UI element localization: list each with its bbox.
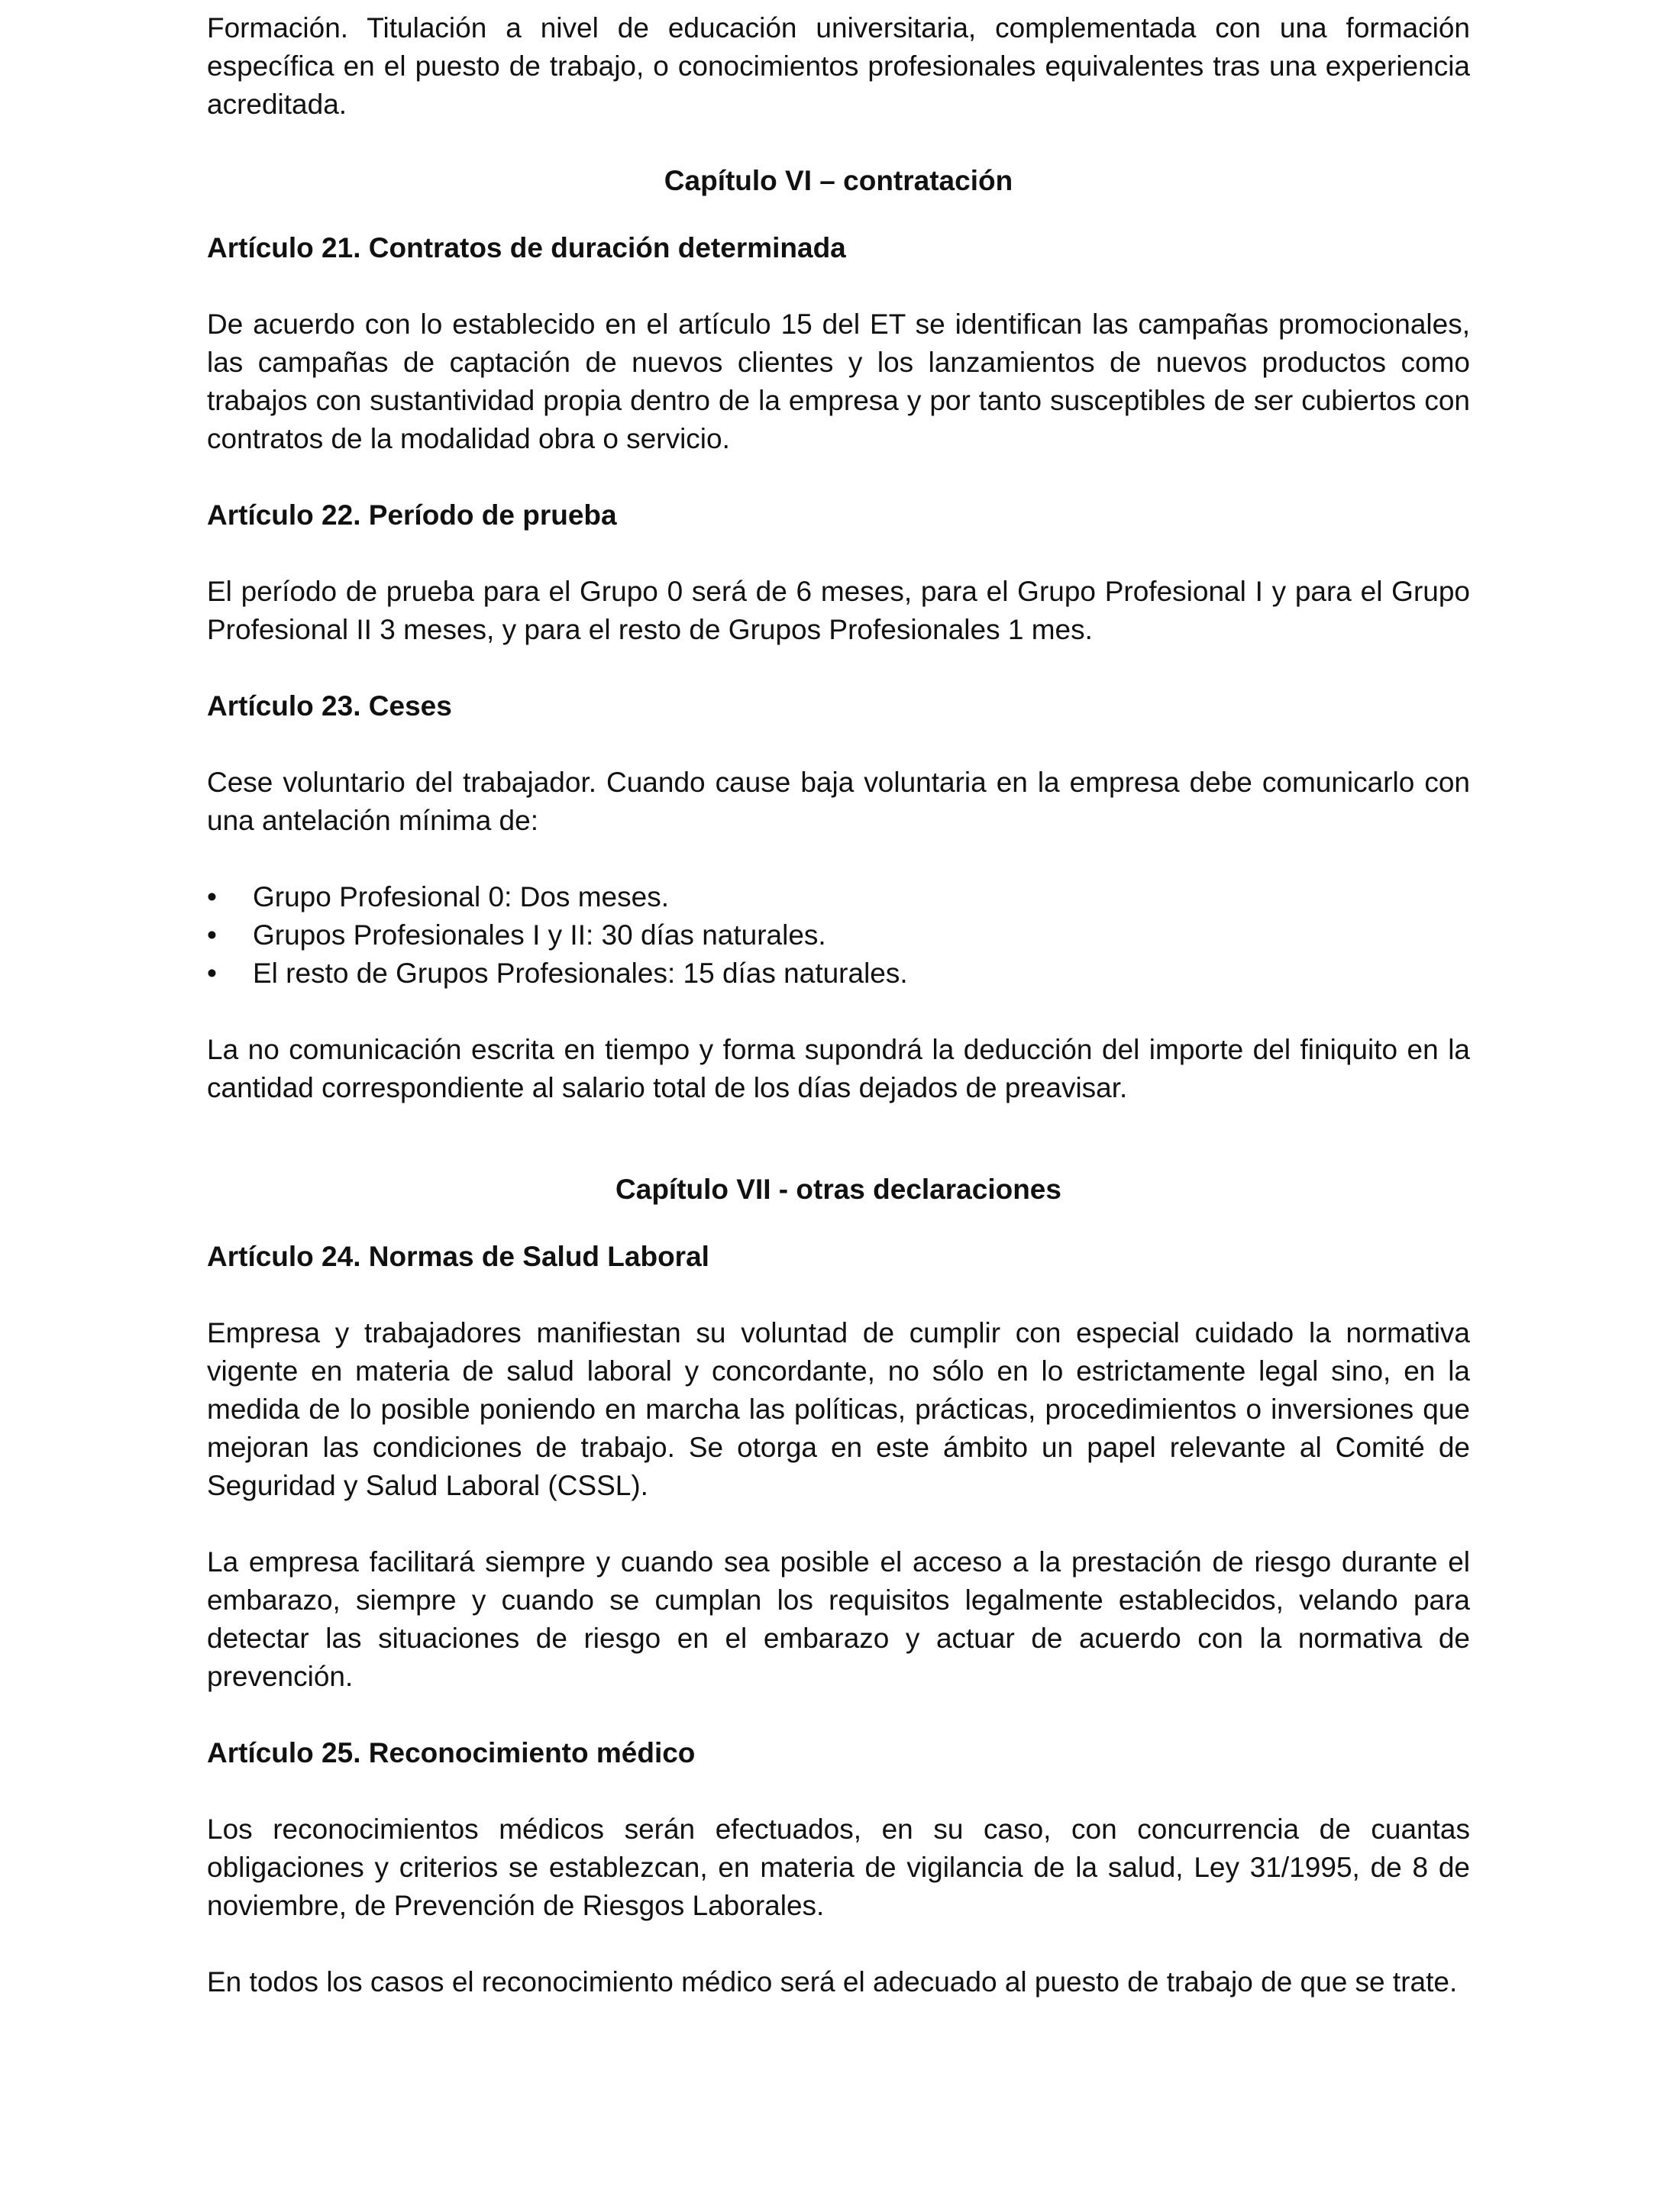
- list-item: • Grupos Profesionales I y II: 30 días naturales.: [207, 916, 1470, 954]
- article-24-paragraph-2: La empresa facilitará siempre y cuando sea posible el acceso a la prestación de riesgo durante el embarazo, siempre y cuando se cumplan los requisitos legalmente establecidos, velando para detectar las situaciones de riesgo en el embarazo y actuar de acuerdo con la normativa de prevención.: [207, 1546, 1470, 1692]
- article-24-paragraph: Empresa y trabajadores manifiestan su voluntad de cumplir con especial cuidado la normativa vigente en materia de salud laboral y concordante, no sólo en lo estrictamente legal sino, en la medida de lo posible poniendo en marcha las políticas, prácticas, procedimientos o inversiones que mejoran las condiciones de trabajo. Se otorga en este ámbito un papel relevante al Comité de Seguridad y Salud Laboral (CSSL).: [207, 1317, 1470, 1501]
- bullet-icon: •: [207, 958, 217, 989]
- chapter-vi-title: Capítulo VI – contratación: [664, 165, 1013, 196]
- article-23-title: Artículo 23. Ceses: [207, 690, 452, 722]
- bullet-icon: •: [207, 919, 217, 951]
- cese-notice-list: [207, 878, 1470, 993]
- list-item: • El resto de Grupos Profesionales: 15 días naturales.: [207, 954, 1470, 993]
- chapter-vii-title: Capítulo VII - otras declaraciones: [615, 1174, 1061, 1205]
- article-21-title: Artículo 21. Contratos de duración determinada: [207, 232, 846, 263]
- list-item: • Grupo Profesional 0: Dos meses.: [207, 878, 1470, 916]
- article-25-paragraph-2: En todos los casos el reconocimiento médico será el adecuado al puesto de trabajo de que se trate.: [207, 1966, 1458, 1998]
- formacion-paragraph: Formación. Titulación a nivel de educación universitaria, complementada con una formación específica en el puesto de trabajo, o conocimientos profesionales equivalentes tras una experiencia acreditada.: [207, 12, 1470, 120]
- article-25-title: Artículo 25. Reconocimiento médico: [207, 1737, 696, 1768]
- document-page: [207, 9, 1470, 2001]
- article-23-paragraph-2: La no comunicación escrita en tiempo y forma supondrá la deducción del importe del finiquito en la cantidad correspondiente al salario total de los días dejados de preavisar.: [207, 1034, 1470, 1103]
- article-21-paragraph: De acuerdo con lo establecido en el artículo 15 del ET se identifican las campañas promocionales, las campañas de captación de nuevos clientes y los lanzamientos de nuevos productos como trabajos con sustantividad propia dentro de la empresa y por tanto susceptibles de ser cubiertos con contratos de la modalidad obra o servicio.: [207, 308, 1470, 454]
- article-24-title: Artículo 24. Normas de Salud Laboral: [207, 1241, 709, 1272]
- article-23-paragraph: Cese voluntario del trabajador. Cuando cause baja voluntaria en la empresa debe comunicarlo con una antelación mínima de:: [207, 767, 1470, 836]
- article-25-paragraph: Los reconocimientos médicos serán efectuados, en su caso, con concurrencia de cuantas obligaciones y criterios se establezcan, en materia de vigilancia de la salud, Ley 31/1995, de 8 de noviembre, de Prevención de Riesgos Laborales.: [207, 1814, 1470, 1921]
- article-22-title: Artículo 22. Período de prueba: [207, 499, 617, 531]
- bullet-icon: •: [207, 881, 217, 912]
- article-22-paragraph: El período de prueba para el Grupo 0 será de 6 meses, para el Grupo Profesional I y para el Grupo Profesional II 3 meses, y para el resto de Grupos Profesionales 1 mes.: [207, 576, 1470, 645]
